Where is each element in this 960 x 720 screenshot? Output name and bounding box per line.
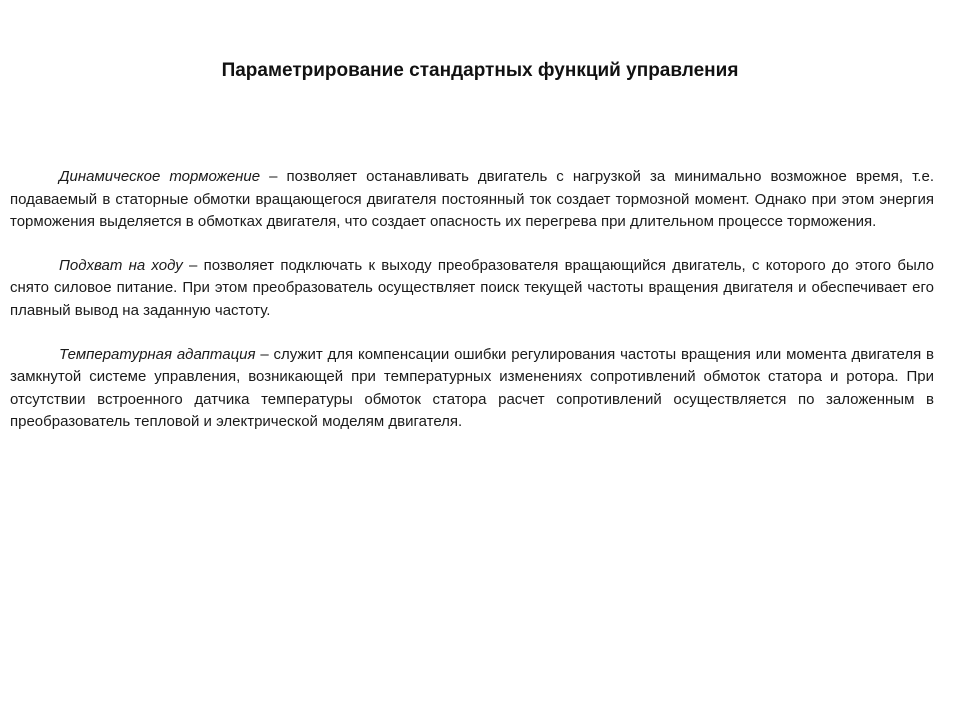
paragraph-dynamic-braking — [10, 166, 934, 234]
term-flying-restart: Подхват на ходу — [59, 256, 183, 274]
term-dynamic-braking: Динамическое торможение — [59, 168, 261, 185]
slide-body — [10, 166, 934, 455]
paragraph-flying-restart — [10, 255, 934, 323]
paragraph-temperature-adaptation — [10, 344, 934, 434]
paragraph-text: – позволяет подключать к выходу преобразователя вращающийся двигатель, с которого до этого было снято силовое питание. При этом преобразователь осуществляет поиск текущей частоты вращения двигателя и обеспечивает его плавный вывод на заданную частоту. — [10, 256, 934, 319]
paragraph-text: – служит для компенсации ошибки регулирования частоты вращения или момента двигателя в замкнутой системе управления, возникающей при температурных изменениях сопротивлений обмоток статора и ротора. При отсутствии встроенного датчика температуры обмоток статора расчет сопротивлений осуществляется по заложенным в преобразователь тепловой и электрической моделям двигателя. — [10, 345, 934, 431]
page-title: Параметрирование стандартных функций управления — [221, 60, 739, 81]
term-temperature-adaptation: Температурная адаптация — [59, 345, 256, 363]
paragraph-text: – позволяет останавливать двигатель с нагрузкой за минимально возможное время, т.е. подаваемый в статорные обмотки вращающегося двигателя постоянный ток создает тормозной момент. Однако при этом энергия торможения выделяется в обмотках двигателя, что создает опасность их перегрева при длительном процессе торможения. — [10, 168, 934, 231]
